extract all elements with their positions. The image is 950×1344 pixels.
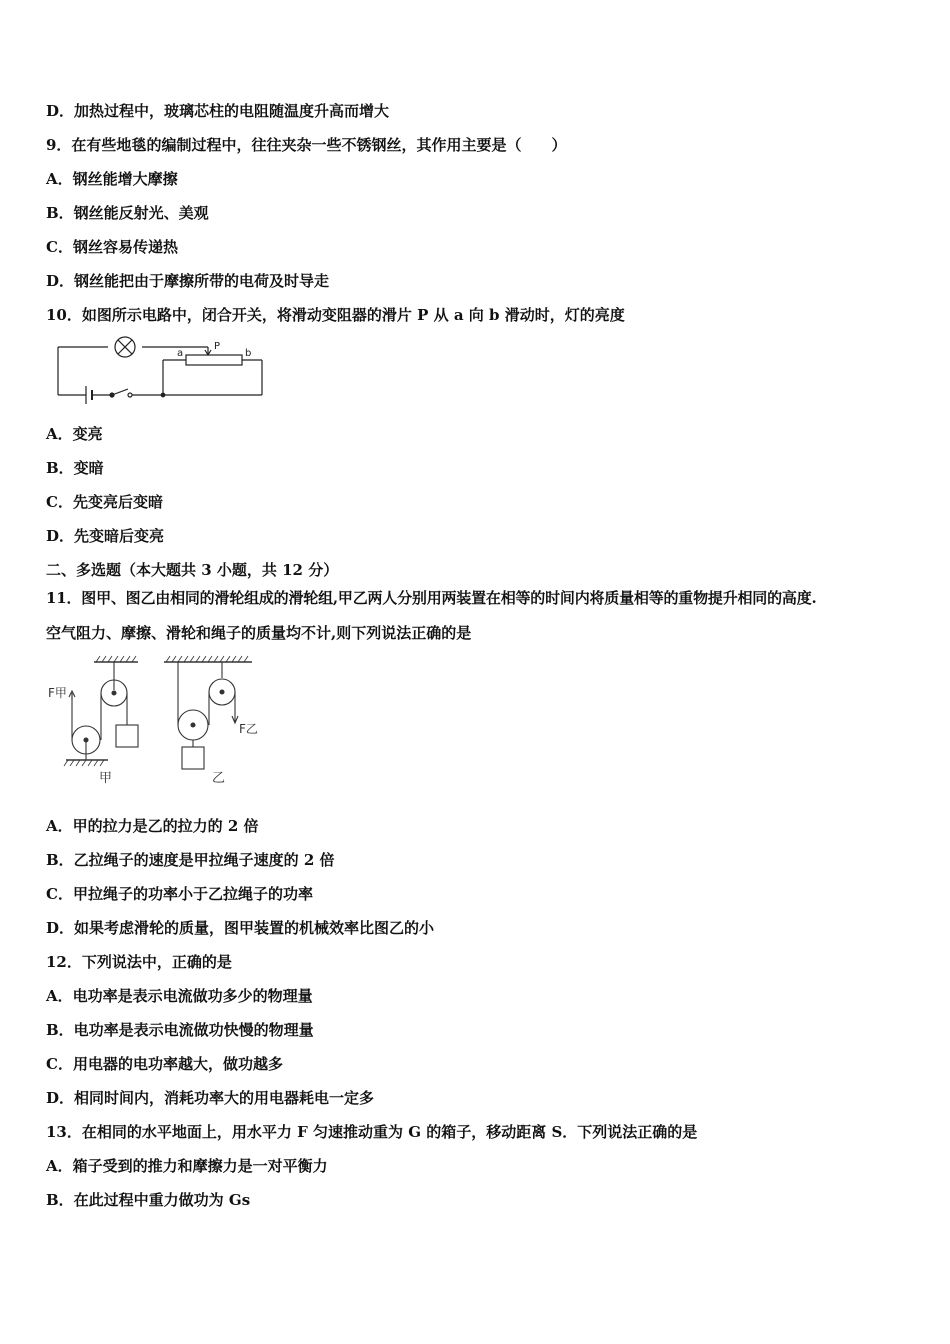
yi-figure-label: 乙	[212, 771, 226, 786]
rheostat-label-b: b	[245, 348, 252, 359]
q10-option-c: C．先变亮后变暗	[46, 493, 163, 511]
q11-stem-line1: 11．图甲、图乙由相同的滑轮组成的滑轮组,甲乙两人分别用两装置在相等的时间内将质量相等的重物提升相同的高度.	[46, 589, 817, 607]
q9-option-b: B．钢丝能反射光、美观	[46, 204, 209, 222]
q11-option-b: B．乙拉绳子的速度是甲拉绳子速度的 2 倍	[46, 851, 335, 869]
q9-option-c: C．钢丝容易传递热	[46, 238, 178, 256]
q12-option-c: C．用电器的电功率越大，做功越多	[46, 1055, 283, 1073]
f-jia-label: F甲	[48, 686, 67, 700]
q12-option-a: A．电功率是表示电流做功多少的物理量	[46, 987, 313, 1005]
q12-option-b: B．电功率是表示电流做功快慢的物理量	[46, 1021, 314, 1039]
q11-option-c: C．甲拉绳子的功率小于乙拉绳子的功率	[46, 885, 313, 903]
yi-weight-block	[182, 747, 204, 769]
jia-figure-label: 甲	[99, 771, 113, 786]
rheostat-label-a: a	[177, 348, 184, 359]
q12-stem: 12．下列说法中，正确的是	[46, 953, 232, 971]
q11-option-d: D．如果考虑滑轮的质量，图甲装置的机械效率比图乙的小	[46, 919, 435, 937]
q9-stem: 9．在有些地毯的编制过程中，往往夹杂一些不锈钢丝，其作用主要是（ ）	[46, 136, 567, 154]
q12-option-d: D．相同时间内，消耗功率大的用电器耗电一定多	[46, 1089, 375, 1107]
f-yi-label: F乙	[239, 722, 258, 736]
q8-option-d: D．加热过程中，玻璃芯柱的电阻随温度升高而增大	[46, 102, 390, 120]
jia-weight-block	[116, 725, 138, 747]
q11-option-a: A．甲的拉力是乙的拉力的 2 倍	[46, 817, 259, 835]
q10-option-b: B．变暗	[46, 459, 104, 477]
q10-option-a: A．变亮	[46, 425, 103, 443]
section-2-title: 二、多选题（本大题共 3 小题，共 12 分）	[46, 561, 339, 579]
q13-option-b: B．在此过程中重力做功为 Gs	[46, 1191, 251, 1209]
q10-option-d: D．先变暗后变亮	[46, 527, 165, 545]
q10-stem: 10．如图所示电路中，闭合开关，将滑动变阻器的滑片 P 从 a 向 b 滑动时，灯的亮度	[46, 306, 625, 324]
q13-option-a: A．箱子受到的推力和摩擦力是一对平衡力	[46, 1157, 328, 1175]
q9-option-d: D．钢丝能把由于摩擦所带的电荷及时导走	[46, 272, 330, 290]
slider-label-p: P	[214, 341, 221, 352]
q11-stem-line2: 空气阻力、摩擦、滑轮和绳子的质量均不计,则下列说法正确的是	[46, 624, 472, 642]
q13-stem: 13．在相同的水平地面上，用水平力 F 匀速推动重为 G 的箱子，移动距离 S．下列说法正确的是	[46, 1123, 698, 1141]
q9-option-a: A．钢丝能增大摩擦	[46, 170, 178, 188]
